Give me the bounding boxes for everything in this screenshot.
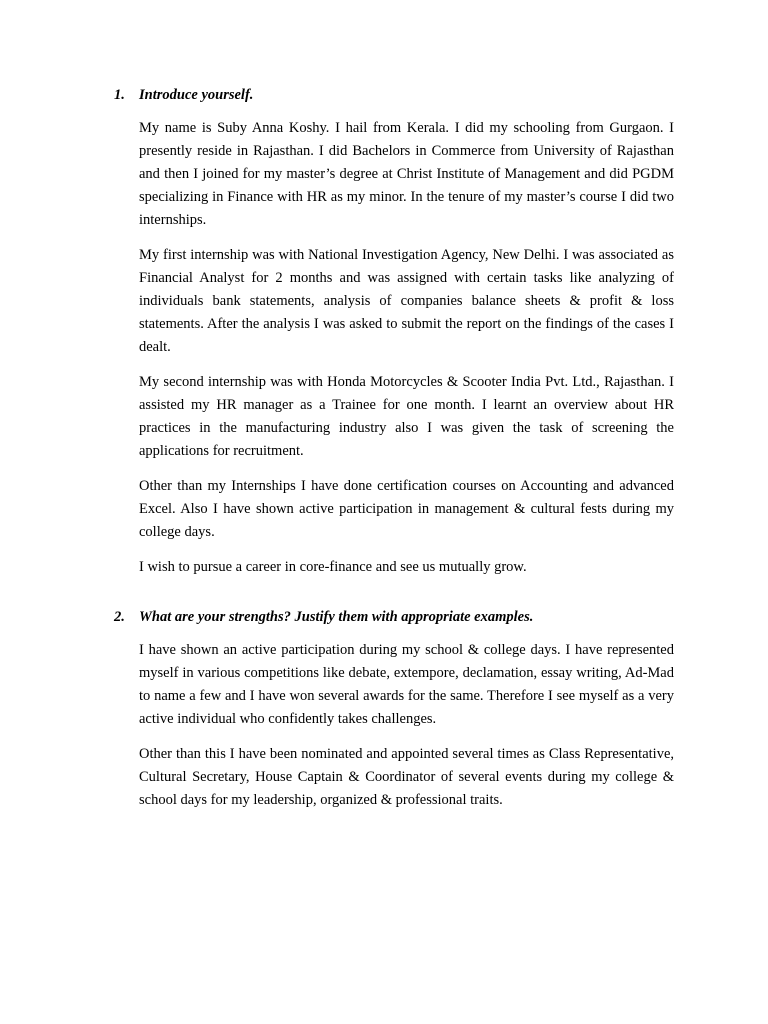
question-heading (114, 86, 674, 105)
question-title: Introduce yourself. (139, 87, 254, 103)
question-number: 2. (114, 609, 125, 625)
answer-paragraph: My name is Suby Anna Koshy. I hail from Kerala. I did my schooling from Gurgaon. I presently reside in Rajasthan. I did Bachelors in Commerce from University of Rajasthan and then I joined for my master’s degree at Christ Institute of Management and did PGDM specializing in Finance with HR as my minor. In the tenure of my master’s course I did two internships. (139, 120, 674, 228)
question-section-1 (114, 86, 674, 591)
question-heading (114, 608, 674, 627)
answer-paragraph: Other than my Internships I have done certification courses on Accounting and advanced Excel. Also I have shown active participation in management & cultural fests during my college days. (139, 478, 674, 540)
answer-paragraph: My first internship was with National Investigation Agency, New Delhi. I was associated as Financial Analyst for 2 months and was assigned with certain tasks like analyzing of individuals bank statements, analysis of companies balance sheets & profit & loss statements. After the analysis I was asked to submit the report on the findings of the cases I dealt. (139, 247, 674, 355)
answer-paragraph: I wish to pursue a career in core-finance and see us mutually grow. (139, 559, 527, 575)
answer-paragraph: My second internship was with Honda Motorcycles & Scooter India Pvt. Ltd., Rajasthan. I assisted my HR manager as a Trainee for one month. I learnt an overview about HR practices in the manufacturing industry also I was given the task of screening the applications for recruitment. (139, 374, 674, 459)
question-number: 1. (114, 87, 125, 103)
answer-paragraph: Other than this I have been nominated and appointed several times as Class Representative, Cultural Secretary, House Captain & Coordinator of several events during my college & school days for my leadership, organized & professional traits. (139, 746, 674, 808)
question-title: What are your strengths? Justify them with appropriate examples. (139, 609, 534, 625)
question-section-2 (114, 608, 674, 824)
answer-paragraph: I have shown an active participation during my school & college days. I have represented myself in various competitions like debate, extempore, declamation, essay writing, Ad-Mad to name a few and I have won several awards for the same. Therefore I see myself as a very active individual who confidently takes challenges. (139, 642, 674, 727)
